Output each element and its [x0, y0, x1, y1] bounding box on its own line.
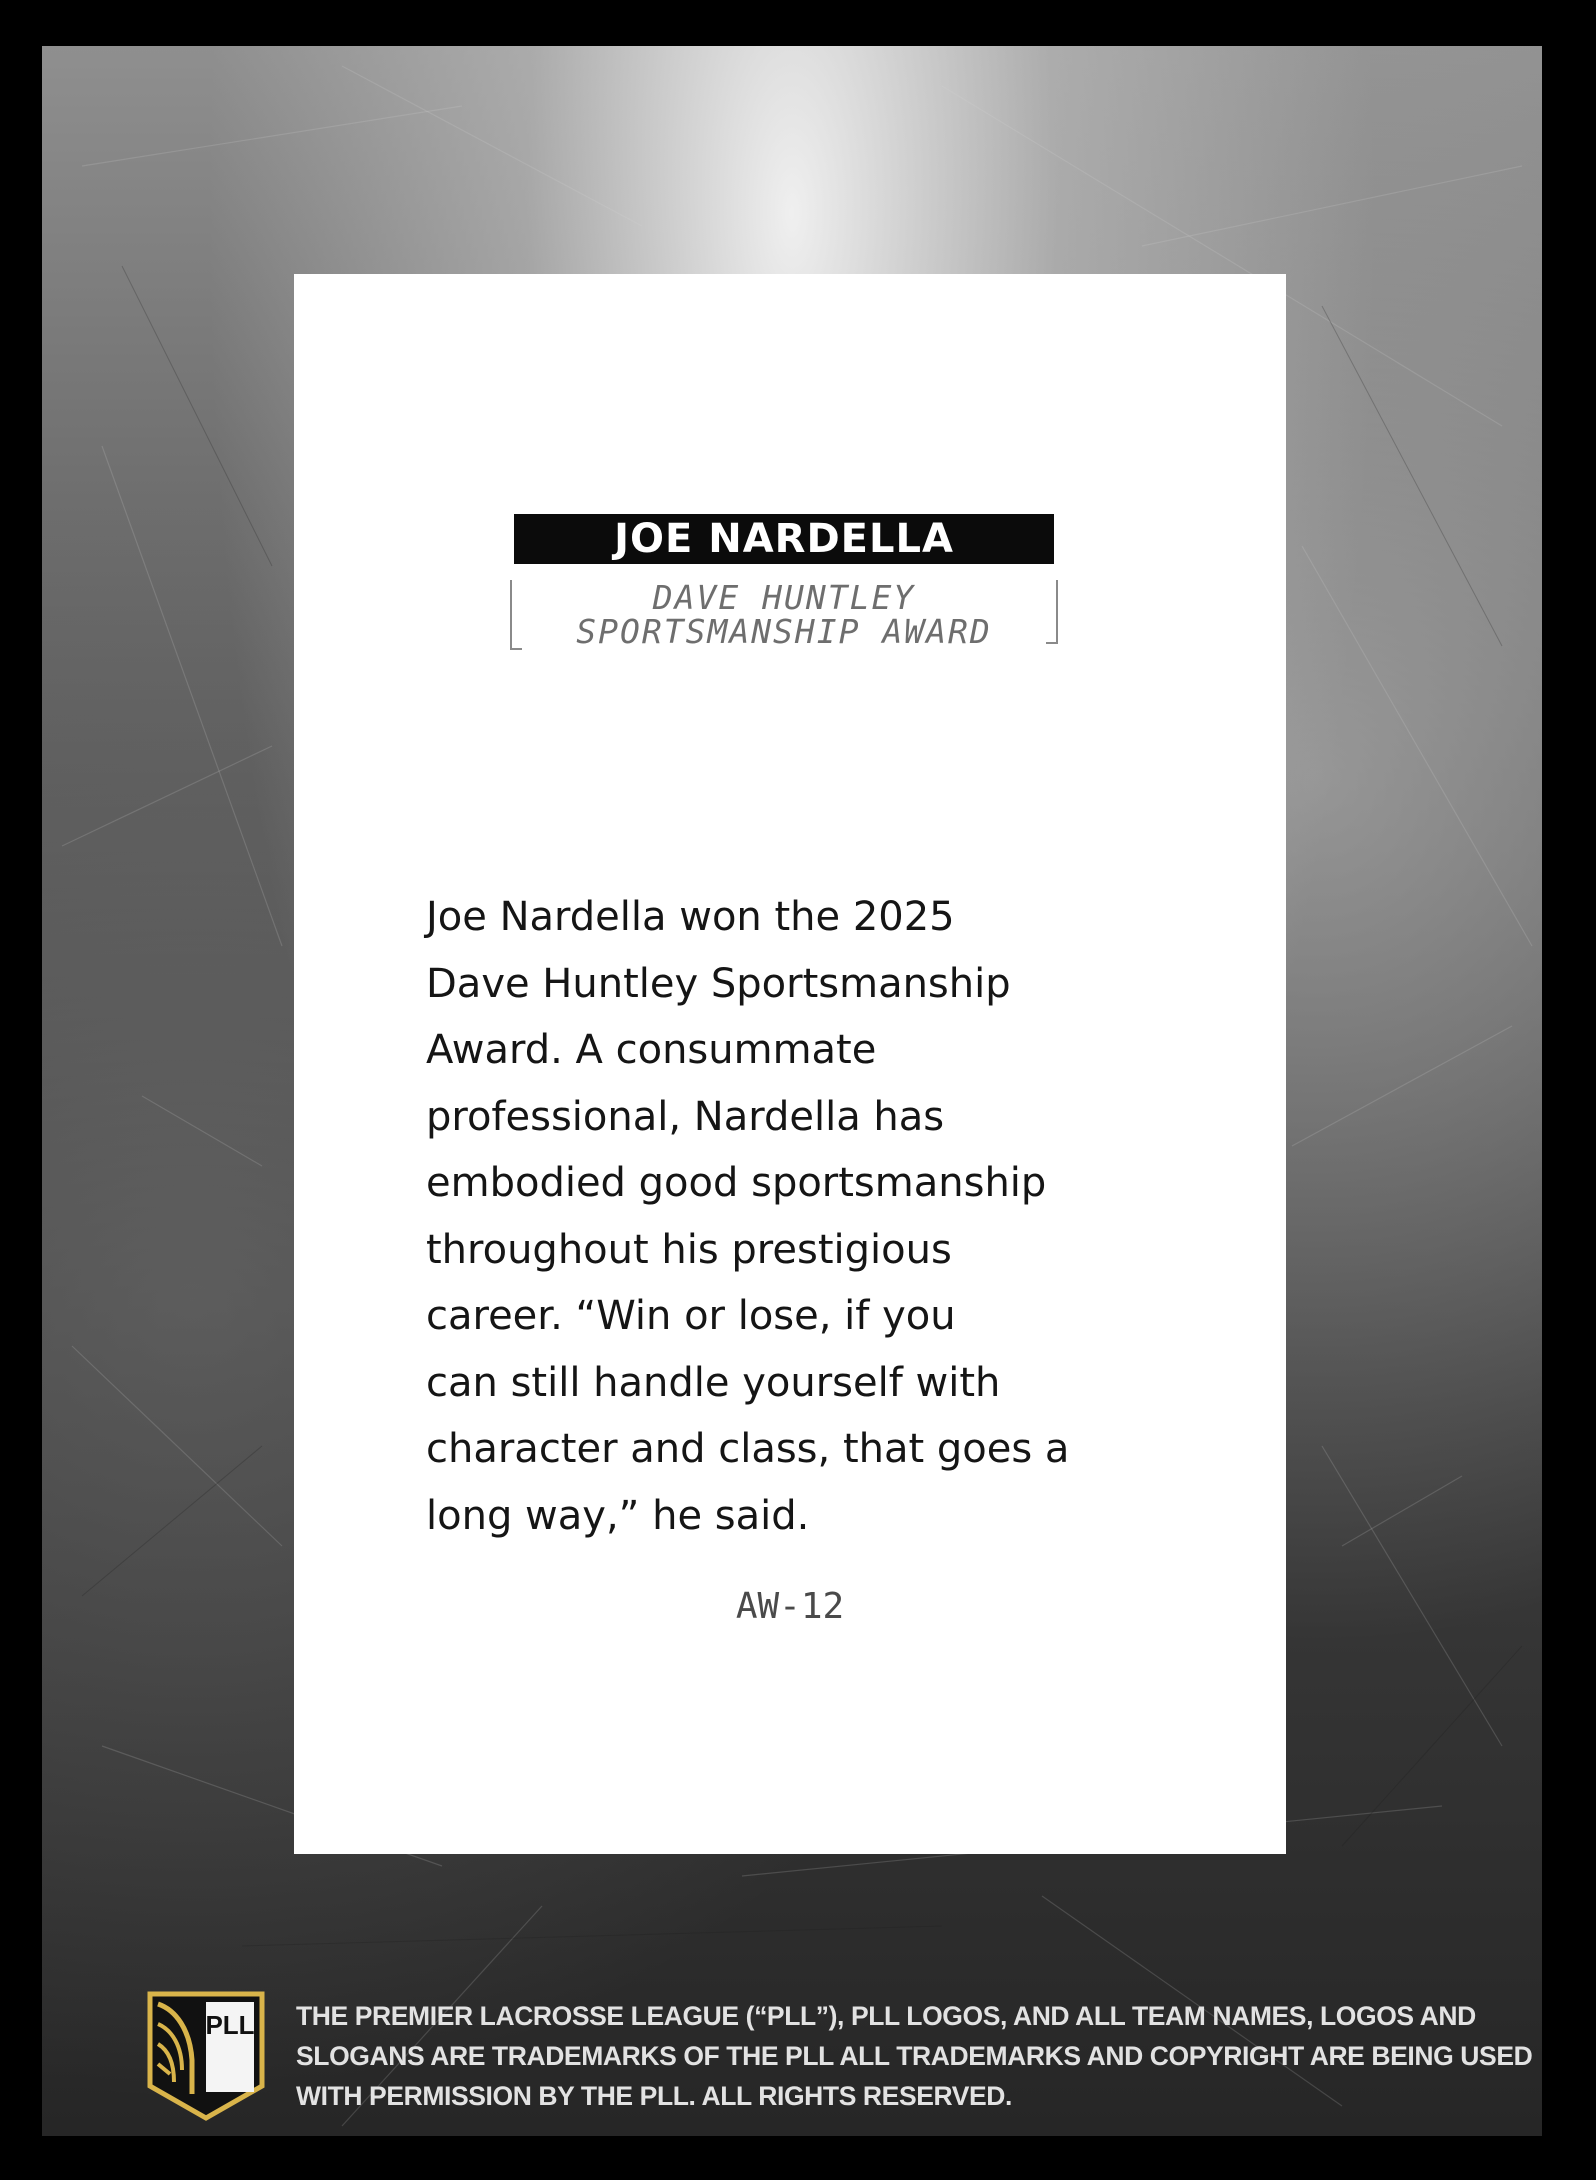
bio-line: long way,” he said.: [426, 1492, 810, 1539]
card-number: AW-12: [735, 1586, 845, 1627]
bio-line: character and class, that goes a: [426, 1426, 1070, 1472]
logo-text: PLL: [205, 2010, 255, 2040]
bio-line: Joe Nardella won the 2025: [426, 894, 955, 940]
bio-line: throughout his prestigious: [426, 1226, 952, 1273]
bio-line: Award. A consummate: [426, 1027, 877, 1073]
bio-line: career. “Win or lose, if you: [426, 1293, 956, 1339]
pll-shield-logo-icon: [146, 1990, 266, 2122]
award-title-box: [510, 580, 1058, 660]
bio-text: [426, 884, 1186, 1549]
bio-line: Dave Huntley Sportsmanship: [426, 960, 1011, 1007]
bio-line: can still handle yourself with: [426, 1359, 1001, 1406]
legal-line: THE PREMIER LACROSSE LEAGUE (“PLL”), PLL LOGOS, AND ALL TEAM NAMES, LOGOS AND: [296, 2001, 1476, 2031]
award-name-line-2: SPORTSMANSHIP AWARD: [576, 612, 992, 651]
bio-line: professional, Nardella has: [426, 1093, 945, 1140]
legal-line: SLOGANS ARE TRADEMARKS OF THE PLL ALL TRADEMARKS AND COPYRIGHT ARE BEING USED: [296, 2041, 1533, 2071]
trading-card-back: [42, 46, 1542, 2136]
legal-disclaimer: [296, 1996, 1533, 2116]
player-name: JOE NARDELLA: [514, 514, 1054, 564]
legal-line: WITH PERMISSION BY THE PLL. ALL RIGHTS RESERVED.: [296, 2081, 1013, 2111]
info-panel: [294, 274, 1286, 1854]
award-name-line-1: DAVE HUNTLEY: [652, 578, 916, 617]
bio-line: embodied good sportsmanship: [426, 1160, 1047, 1206]
